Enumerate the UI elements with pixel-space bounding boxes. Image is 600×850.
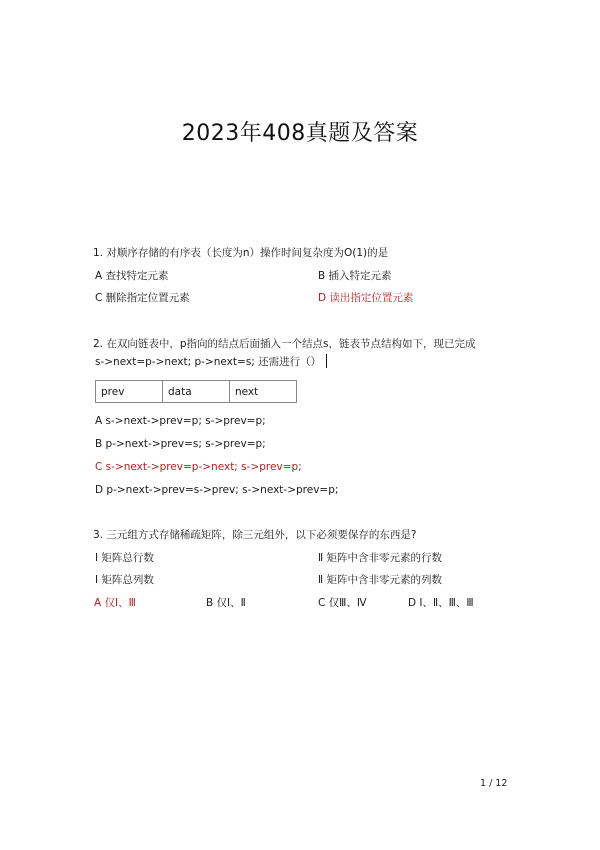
q3-item-2: Ⅱ 矩阵中含非零元素的行数: [318, 552, 443, 564]
q3-option-c: C 仅Ⅲ、Ⅳ: [318, 597, 367, 609]
q3-item-4: Ⅱ 矩阵中含非零元素的列数: [318, 574, 443, 586]
q1-option-d-answer: D 读出指定位置元素: [318, 292, 414, 304]
q2-stem-line1: 2. 在双向链表中，p指向的结点后面插入一个结点s，链表节点结构如下，现已完成: [93, 338, 476, 350]
q1-option-b: B 插入特定元素: [318, 270, 392, 282]
table-cell-next: next: [230, 381, 297, 403]
table-cell-prev: prev: [96, 381, 163, 403]
q3-stem: 3. 三元组方式存储稀疏矩阵，除三元组外，以下必须要保存的东西是?: [93, 529, 417, 541]
node-structure-table: [95, 380, 297, 403]
table-cell-data: data: [163, 381, 230, 403]
q1-option-a: A 查找特定元素: [95, 270, 169, 282]
page-title: 2023年408真题及答案: [181, 121, 419, 146]
text-cursor: [326, 354, 327, 368]
q3-item-3: Ⅰ 矩阵总列数: [95, 574, 154, 586]
q2-stem-line2: [95, 354, 327, 369]
q2-option-a: A s->next->prev=p; s->prev=p;: [95, 415, 266, 427]
q2-option-d: D p->next->prev=s->prev; s->next->prev=p;: [95, 484, 339, 496]
page-number: 1 / 12: [480, 778, 508, 789]
table-row: [96, 381, 297, 403]
q2-option-c-answer: C s->next->prev=p->next; s->prev=p;: [95, 461, 302, 473]
q2-option-b: B p->next->prev=s; s->prev=p;: [95, 438, 266, 450]
q1-stem: 1. 对顺序存储的有序表（长度为n）操作时间复杂度为O(1)的是: [93, 247, 389, 259]
q3-option-b: B 仅Ⅰ、Ⅱ: [206, 597, 246, 609]
q3-option-a-answer: A 仅Ⅰ、Ⅲ: [94, 597, 136, 609]
q2-stem-line2-text: s->next=p->next; p->next=s; 还需进行（）: [95, 356, 322, 368]
q1-option-c: C 删除指定位置元素: [95, 292, 190, 304]
q3-item-1: Ⅰ 矩阵总行数: [95, 552, 154, 564]
q3-option-d: D Ⅰ、Ⅱ、Ⅲ、Ⅲ: [408, 597, 474, 609]
